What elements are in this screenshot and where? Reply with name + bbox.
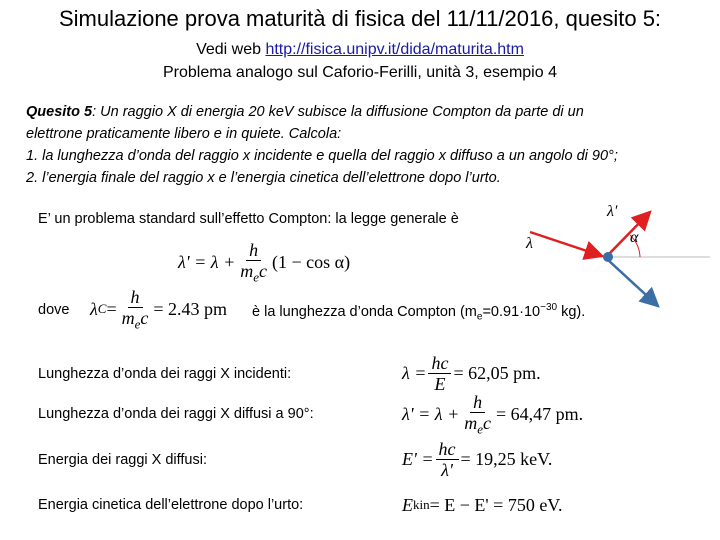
- r3-value: = 19,25 keV.: [460, 448, 553, 469]
- result-label-2: Lunghezza d’onda dei raggi X diffusi a 90°:: [38, 406, 314, 422]
- dove-fraction: [119, 288, 152, 331]
- law-lhs: λ' = λ +: [178, 251, 236, 272]
- r1-lhs: λ =: [402, 362, 427, 383]
- law-den-c: c: [259, 260, 268, 281]
- electron-recoil-arrow: [608, 260, 658, 306]
- result-formula-4: [402, 488, 562, 522]
- dove-label: dove: [38, 302, 70, 318]
- r2-den: [461, 413, 494, 436]
- lambda-in-label: λ: [526, 235, 533, 252]
- web-reference: [0, 41, 720, 59]
- desc-post: kg).: [557, 303, 586, 320]
- dove-eq: =: [106, 298, 117, 319]
- result-label-1: Lunghezza d’onda dei raggi X incidenti:: [38, 366, 292, 382]
- quesito-line-4: 2. l’energia finale del raggio x e l’energia cinetica dell’elettrone dopo l’urto.: [26, 170, 501, 186]
- result-label-3: Energia dei raggi X diffusi:: [38, 452, 208, 468]
- result-formula-2: [402, 390, 583, 438]
- incident-ray: [530, 232, 602, 256]
- page-title: Simulazione prova maturità di fisica del 11/11/2016, quesito 5:: [58, 6, 662, 31]
- compton-wavelength-formula: [90, 286, 227, 332]
- r3-lhs: E' =: [402, 448, 434, 469]
- compton-law: [178, 240, 350, 284]
- r3-den: λ': [441, 459, 453, 480]
- dove-lhs: λ: [90, 298, 98, 319]
- r2-value: = 64,47 pm.: [496, 403, 584, 424]
- r1-num: hc: [428, 354, 451, 374]
- alpha-label: α: [630, 229, 639, 246]
- r2-den-sub: e: [477, 421, 484, 437]
- r2-lhs: λ' = λ +: [402, 403, 460, 424]
- dove-lhs-sub: C: [97, 301, 107, 316]
- lambda-out-label: λ': [607, 203, 618, 220]
- r2-fraction: [461, 393, 494, 436]
- dove-den-m: m: [121, 307, 135, 328]
- quesito-line-1: [26, 104, 584, 120]
- r1-den: E: [434, 373, 446, 394]
- dove-value: = 2.43 pm: [153, 298, 228, 319]
- dove-den-sub: e: [134, 316, 141, 332]
- law-num: h: [246, 241, 261, 261]
- law-fraction: [237, 241, 270, 284]
- r4-lhs-sub: kin: [413, 497, 430, 512]
- r2-den-m: m: [464, 412, 478, 433]
- result-label-4: Energia cinetica dell’elettrone dopo l’urto:: [38, 497, 304, 513]
- book-reference: Problema analogo sul Caforio-Ferilli, unità 3, esempio 4: [163, 64, 557, 81]
- r1-fraction: [428, 354, 451, 393]
- r3-num: hc: [436, 440, 459, 460]
- r2-num: h: [470, 393, 485, 413]
- electron: [603, 252, 613, 262]
- law-den-m: m: [240, 260, 254, 281]
- dove-num: h: [128, 288, 143, 308]
- r4-lhs: E: [402, 494, 413, 515]
- dove-den-c: c: [140, 307, 149, 328]
- result-formula-3: [402, 436, 552, 482]
- law-den-sub: e: [253, 269, 260, 285]
- dove-den: [119, 308, 152, 331]
- desc-mid: =0.91·10: [482, 303, 541, 320]
- quesito-line-3: 1. la lunghezza d’onda del raggio x incidente e quella del raggio x diffuso a un angolo di 90°;: [26, 148, 618, 164]
- intro-text: E’ un problema standard sull’effetto Compton: la legge generale è: [38, 211, 459, 227]
- quesito-line-2: elettrone praticamente libero e in quiete. Calcola:: [26, 126, 342, 142]
- law-den: [237, 261, 270, 284]
- compton-diagram: [510, 190, 720, 320]
- web-reference-prefix: Vedi web: [196, 41, 266, 58]
- law-tail: (1 − cos α): [272, 251, 351, 272]
- r4-expr: = E − E' = 750 eV.: [429, 494, 563, 515]
- r1-value: = 62,05 pm.: [453, 362, 541, 383]
- r3-fraction: [436, 440, 459, 479]
- desc-pre: è la lunghezza d’onda Compton (m: [252, 303, 477, 320]
- quesito-text-1: : Un raggio X di energia 20 keV subisce la diffusione Compton da parte di un: [92, 104, 584, 120]
- r2-den-c: c: [483, 412, 492, 433]
- maturita-link[interactable]: http://fisica.unipv.it/dida/maturita.htm: [265, 41, 524, 58]
- desc-sub: e: [476, 311, 483, 323]
- quesito-label: Quesito 5: [26, 104, 93, 120]
- desc-sup: −30: [540, 302, 558, 313]
- compton-wavelength-description: [252, 302, 585, 323]
